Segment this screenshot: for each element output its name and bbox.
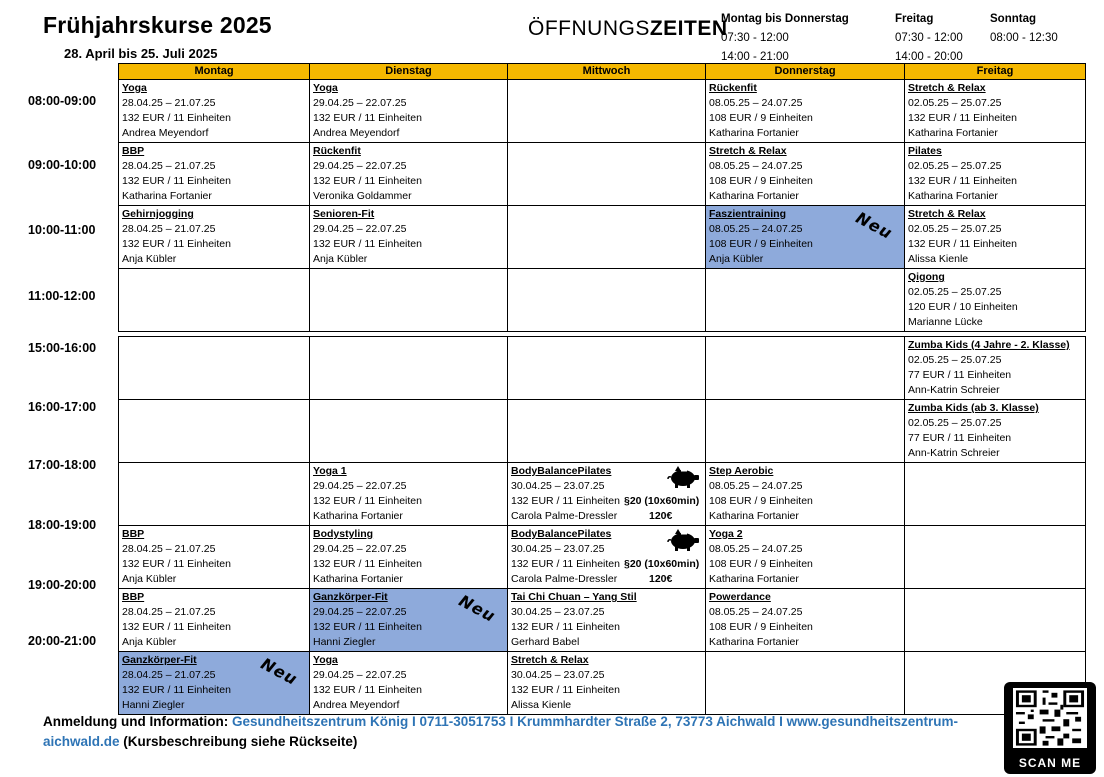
- course-cell: [706, 589, 905, 652]
- course-name: Ganzkörper-Fit: [122, 654, 197, 666]
- course-cell: [706, 143, 905, 206]
- empty-cell: [706, 652, 905, 715]
- course-price: 108 EUR / 9 Einheiten: [709, 495, 813, 507]
- day-header: Freitag: [905, 64, 1086, 80]
- course-name: Yoga 2: [709, 528, 743, 540]
- course-teacher: Katharina Fortanier: [709, 636, 799, 648]
- schedule-row: [119, 652, 1086, 715]
- course-cell: [119, 143, 310, 206]
- course-name: Stretch & Relax: [709, 145, 787, 157]
- footer-contact-link[interactable]: Gesundheitszentrum König I 0711-3051753 I Krummhardter Straße 2, 73773 Aichwald I www.gesundheitszentrum-aichwald.de: [43, 714, 958, 749]
- time-label: 19:00-20:00: [28, 578, 97, 592]
- course-teacher: Alissa Kienle: [908, 253, 969, 265]
- course-price: 132 EUR / 11 Einheiten: [511, 684, 620, 696]
- course-teacher: Katharina Fortanier: [709, 190, 799, 202]
- hours-line: 14:00 - 21:00: [721, 51, 789, 63]
- course-teacher: Katharina Fortanier: [709, 573, 799, 585]
- course-cell: [119, 526, 310, 589]
- course-dates: 28.04.25 – 21.07.25: [122, 669, 216, 681]
- course-name: Stretch & Relax: [908, 82, 986, 94]
- course-teacher: Gerhard Babel: [511, 636, 580, 648]
- course-cell: [310, 143, 508, 206]
- course-teacher: Katharina Fortanier: [908, 127, 998, 139]
- course-teacher: Hanni Ziegler: [313, 636, 376, 648]
- course-dates: 08.05.25 – 24.07.25: [709, 160, 803, 172]
- empty-cell: [508, 400, 706, 463]
- course-dates: 29.04.25 – 22.07.25: [313, 160, 407, 172]
- course-teacher: Anja Kübler: [122, 636, 177, 648]
- hours-line: 14:00 - 20:00: [895, 51, 963, 63]
- course-name: Yoga 1: [313, 465, 347, 477]
- schedule-row: [119, 526, 1086, 589]
- course-price: 132 EUR / 11 Einheiten: [908, 175, 1017, 187]
- course-teacher: Ann-Katrin Schreier: [908, 447, 1000, 459]
- schedule-row: [119, 400, 1086, 463]
- time-label: 11:00-12:00: [28, 289, 96, 303]
- course-price: 132 EUR / 11 Einheiten: [122, 175, 231, 187]
- hours-heading: Freitag: [895, 13, 934, 25]
- day-header-row: [119, 64, 1086, 80]
- hours-group-mo-do: [721, 10, 849, 67]
- new-badge: Neu: [853, 208, 897, 243]
- schedule-row: [119, 589, 1086, 652]
- course-dates: 08.05.25 – 24.07.25: [709, 543, 803, 555]
- subsidy-note: §20 (10x60min): [624, 495, 700, 507]
- day-header: Mittwoch: [508, 64, 706, 80]
- course-teacher: Katharina Fortanier: [709, 127, 799, 139]
- course-name: BBP: [122, 591, 145, 603]
- course-dates: 08.05.25 – 24.07.25: [709, 97, 803, 109]
- time-label: 10:00-11:00: [28, 223, 96, 237]
- course-teacher: Alissa Kienle: [511, 699, 572, 711]
- piggy-bank-icon: [667, 528, 701, 552]
- course-price: 132 EUR / 11 Einheiten: [313, 238, 422, 250]
- course-name: Yoga: [313, 654, 338, 666]
- empty-cell: [508, 269, 706, 332]
- empty-cell: [119, 337, 310, 400]
- course-teacher: Veronika Goldammer: [313, 190, 412, 202]
- piggy-bank-icon: [667, 465, 701, 489]
- course-cell: [706, 206, 905, 269]
- course-dates: 28.04.25 – 21.07.25: [122, 606, 216, 618]
- course-dates: 28.04.25 – 21.07.25: [122, 160, 216, 172]
- course-price: 132 EUR / 11 Einheiten: [313, 621, 422, 633]
- course-cell: [905, 337, 1086, 400]
- course-dates: 30.04.25 – 23.07.25: [511, 606, 605, 618]
- course-name: Step Aerobic: [709, 465, 774, 477]
- course-dates: 08.05.25 – 24.07.25: [709, 606, 803, 618]
- schedule-row: [119, 269, 1086, 332]
- empty-cell: [310, 269, 508, 332]
- empty-cell: [905, 589, 1086, 652]
- opening-label-b: ZEITEN: [649, 17, 728, 40]
- subsidy-price: 120€: [649, 510, 673, 522]
- afternoon-schedule-table: [118, 336, 1086, 715]
- schedule-row: [119, 143, 1086, 206]
- hours-line: 07:30 - 12:00: [895, 32, 963, 44]
- course-dates: 08.05.25 – 24.07.25: [709, 223, 803, 235]
- course-cell: [119, 80, 310, 143]
- hours-heading: Montag bis Donnerstag: [721, 13, 849, 25]
- schedule-row: [119, 463, 1086, 526]
- empty-cell: [508, 206, 706, 269]
- hours-heading: Sonntag: [990, 13, 1036, 25]
- course-teacher: Anja Kübler: [122, 253, 177, 265]
- course-name: Bodystyling: [313, 528, 374, 540]
- time-label: 20:00-21:00: [28, 634, 97, 648]
- course-cell: [508, 526, 706, 589]
- course-teacher: Hanni Ziegler: [122, 699, 185, 711]
- course-name: Zumba Kids (4 Jahre - 2. Klasse): [908, 339, 1070, 351]
- course-teacher: Anja Kübler: [709, 253, 764, 265]
- course-price: 132 EUR / 11 Einheiten: [511, 621, 620, 633]
- course-cell: [706, 463, 905, 526]
- day-header: Donnerstag: [706, 64, 905, 80]
- hours-line: 07:30 - 12:00: [721, 32, 789, 44]
- day-header: Montag: [119, 64, 310, 80]
- course-cell: [905, 269, 1086, 332]
- schedule-row: [119, 337, 1086, 400]
- time-label: 09:00-10:00: [28, 158, 97, 172]
- course-teacher: Carola Palme-Dressler: [511, 510, 618, 522]
- schedule-row: [119, 80, 1086, 143]
- course-name: Tai Chi Chuan – Yang Stil: [511, 591, 637, 603]
- course-price: 132 EUR / 11 Einheiten: [122, 112, 231, 124]
- new-badge: Neu: [258, 654, 302, 689]
- course-price: 77 EUR / 11 Einheiten: [908, 369, 1012, 381]
- course-price: 132 EUR / 11 Einheiten: [313, 684, 422, 696]
- course-dates: 02.05.25 – 25.07.25: [908, 354, 1002, 366]
- course-dates: 30.04.25 – 23.07.25: [511, 543, 605, 555]
- empty-cell: [706, 269, 905, 332]
- course-teacher: Katharina Fortanier: [908, 190, 998, 202]
- course-cell: [905, 206, 1086, 269]
- course-name: Yoga: [313, 82, 338, 94]
- time-label: 08:00-09:00: [28, 94, 97, 108]
- course-price: 108 EUR / 9 Einheiten: [709, 175, 813, 187]
- course-dates: 02.05.25 – 25.07.25: [908, 223, 1002, 235]
- new-badge: Neu: [456, 591, 500, 626]
- course-price: 108 EUR / 9 Einheiten: [709, 112, 813, 124]
- course-name: Stretch & Relax: [908, 208, 986, 220]
- course-dates: 02.05.25 – 25.07.25: [908, 160, 1002, 172]
- empty-cell: [706, 400, 905, 463]
- page-subtitle: 28. April bis 25. Juli 2025: [64, 46, 218, 61]
- empty-cell: [310, 400, 508, 463]
- course-price: 120 EUR / 10 Einheiten: [908, 301, 1018, 313]
- course-name: BodyBalancePilates: [511, 465, 612, 477]
- course-name: Senioren-Fit: [313, 208, 375, 220]
- course-dates: 29.04.25 – 22.07.25: [313, 480, 407, 492]
- day-header: Dienstag: [310, 64, 508, 80]
- page-title: Frühjahrskurse 2025: [43, 12, 272, 38]
- course-name: Gehirnjogging: [122, 208, 194, 220]
- course-cell: [508, 463, 706, 526]
- course-teacher: Marianne Lücke: [908, 316, 983, 328]
- course-cell: [310, 589, 508, 652]
- time-label: 18:00-19:00: [28, 518, 97, 532]
- course-teacher: Andrea Meyendorf: [122, 127, 209, 139]
- course-cell: [119, 589, 310, 652]
- empty-cell: [310, 337, 508, 400]
- course-dates: 29.04.25 – 22.07.25: [313, 606, 407, 618]
- empty-cell: [905, 463, 1086, 526]
- course-cell: [706, 80, 905, 143]
- course-price: 132 EUR / 11 Einheiten: [511, 495, 620, 507]
- opening-hours-label: [528, 17, 728, 41]
- course-name: Qigong: [908, 271, 945, 283]
- empty-cell: [119, 463, 310, 526]
- course-dates: 29.04.25 – 22.07.25: [313, 543, 407, 555]
- course-dates: 29.04.25 – 22.07.25: [313, 97, 407, 109]
- course-dates: 28.04.25 – 21.07.25: [122, 97, 216, 109]
- course-name: BBP: [122, 145, 145, 157]
- empty-cell: [905, 526, 1086, 589]
- hours-group-so: [990, 10, 1058, 48]
- hours-line: 08:00 - 12:30: [990, 32, 1058, 44]
- course-teacher: Ann-Katrin Schreier: [908, 384, 1000, 396]
- course-cell: [905, 80, 1086, 143]
- course-price: 132 EUR / 11 Einheiten: [511, 558, 620, 570]
- course-cell: [706, 526, 905, 589]
- course-name: Zumba Kids (ab 3. Klasse): [908, 402, 1039, 414]
- course-price: 132 EUR / 11 Einheiten: [313, 112, 422, 124]
- course-price: 132 EUR / 11 Einheiten: [122, 684, 231, 696]
- course-cell: [310, 526, 508, 589]
- footer-suffix: (Kursbeschreibung siehe Rückseite): [119, 734, 358, 749]
- course-dates: 29.04.25 – 22.07.25: [313, 223, 407, 235]
- empty-cell: [508, 80, 706, 143]
- course-price: 132 EUR / 11 Einheiten: [122, 238, 231, 250]
- course-teacher: Andrea Meyendorf: [313, 127, 400, 139]
- course-name: Rückenfit: [709, 82, 757, 94]
- empty-cell: [508, 143, 706, 206]
- course-cell: [905, 400, 1086, 463]
- course-price: 132 EUR / 11 Einheiten: [122, 558, 231, 570]
- course-teacher: Katharina Fortanier: [122, 190, 212, 202]
- course-cell: [310, 80, 508, 143]
- opening-label-a: ÖFFNUNGS: [528, 17, 650, 40]
- course-dates: 30.04.25 – 23.07.25: [511, 480, 605, 492]
- course-cell: [310, 652, 508, 715]
- time-label: 17:00-18:00: [28, 458, 97, 472]
- qr-code-icon: [1013, 688, 1087, 748]
- hours-group-fr: [895, 10, 963, 67]
- subsidy-price: 120€: [649, 573, 673, 585]
- course-name: Yoga: [122, 82, 147, 94]
- course-cell: [119, 206, 310, 269]
- course-dates: 08.05.25 – 24.07.25: [709, 480, 803, 492]
- schedule-row: [119, 206, 1086, 269]
- time-label: 15:00-16:00: [28, 341, 97, 355]
- course-cell: [310, 463, 508, 526]
- course-name: Rückenfit: [313, 145, 361, 157]
- course-teacher: Carola Palme-Dressler: [511, 573, 618, 585]
- course-cell: [119, 652, 310, 715]
- course-price: 132 EUR / 11 Einheiten: [313, 175, 422, 187]
- course-name: BodyBalancePilates: [511, 528, 612, 540]
- course-cell: [310, 206, 508, 269]
- course-teacher: Katharina Fortanier: [313, 510, 403, 522]
- course-price: 132 EUR / 11 Einheiten: [122, 621, 231, 633]
- course-price: 132 EUR / 11 Einheiten: [313, 495, 422, 507]
- qr-scan-label: SCAN ME: [1018, 756, 1082, 770]
- course-name: Faszientraining: [709, 208, 787, 220]
- course-cell: [508, 652, 706, 715]
- course-name: Ganzkörper-Fit: [313, 591, 388, 603]
- course-price: 108 EUR / 9 Einheiten: [709, 238, 813, 250]
- course-dates: 02.05.25 – 25.07.25: [908, 97, 1002, 109]
- course-name: Stretch & Relax: [511, 654, 589, 666]
- course-cell: [905, 143, 1086, 206]
- course-teacher: Anja Kübler: [313, 253, 368, 265]
- course-dates: 30.04.25 – 23.07.25: [511, 669, 605, 681]
- course-price: 108 EUR / 9 Einheiten: [709, 621, 813, 633]
- footer-info: [43, 712, 1008, 752]
- empty-cell: [706, 337, 905, 400]
- course-dates: 28.04.25 – 21.07.25: [122, 543, 216, 555]
- course-teacher: Andrea Meyendorf: [313, 699, 400, 711]
- course-name: BBP: [122, 528, 145, 540]
- morning-schedule-table: [118, 63, 1086, 332]
- footer-prefix: Anmeldung und Information:: [43, 714, 232, 729]
- course-dates: 02.05.25 – 25.07.25: [908, 417, 1002, 429]
- empty-cell: [119, 269, 310, 332]
- course-dates: 29.04.25 – 22.07.25: [313, 669, 407, 681]
- course-name: Pilates: [908, 145, 942, 157]
- empty-cell: [508, 337, 706, 400]
- empty-cell: [119, 400, 310, 463]
- course-dates: 02.05.25 – 25.07.25: [908, 286, 1002, 298]
- time-label: 16:00-17:00: [28, 400, 97, 414]
- course-price: 132 EUR / 11 Einheiten: [908, 238, 1017, 250]
- course-price: 132 EUR / 11 Einheiten: [908, 112, 1017, 124]
- qr-code[interactable]: [1004, 682, 1096, 774]
- course-price: 132 EUR / 11 Einheiten: [313, 558, 422, 570]
- course-teacher: Katharina Fortanier: [709, 510, 799, 522]
- course-name: Powerdance: [709, 591, 771, 603]
- course-price: 108 EUR / 9 Einheiten: [709, 558, 813, 570]
- course-dates: 28.04.25 – 21.07.25: [122, 223, 216, 235]
- course-teacher: Katharina Fortanier: [313, 573, 403, 585]
- course-teacher: Anja Kübler: [122, 573, 177, 585]
- subsidy-note: §20 (10x60min): [624, 558, 700, 570]
- course-cell: [508, 589, 706, 652]
- course-price: 77 EUR / 11 Einheiten: [908, 432, 1012, 444]
